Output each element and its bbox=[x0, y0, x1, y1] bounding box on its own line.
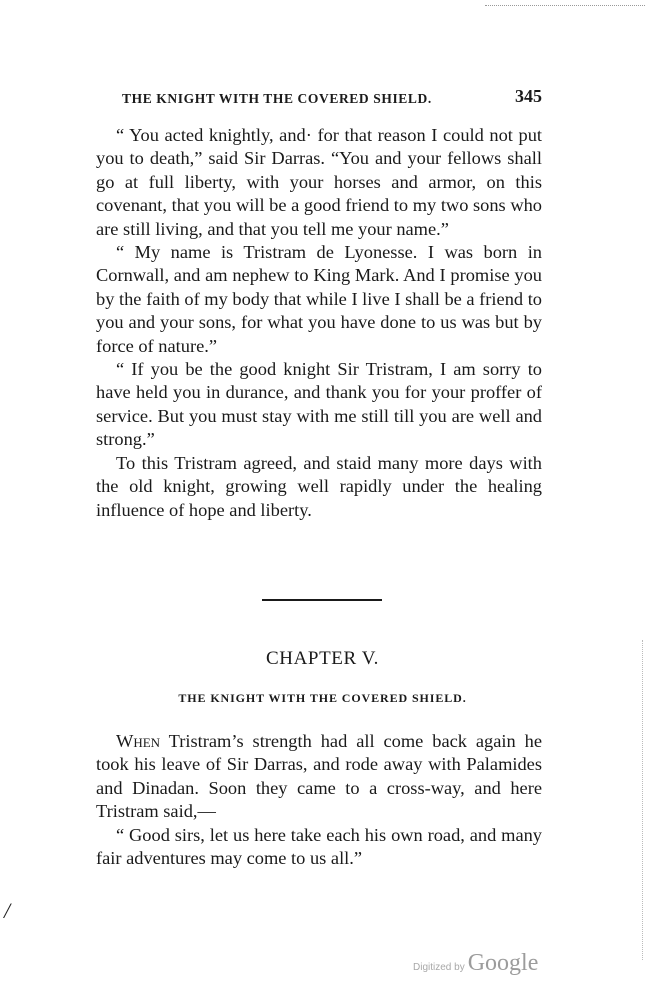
section-divider bbox=[262, 599, 382, 601]
digitization-watermark bbox=[413, 950, 538, 977]
running-head bbox=[122, 86, 542, 110]
paragraph: “ Good sirs, let us here take each his own road, and many fair adventures may come to us all.” bbox=[96, 824, 542, 869]
text-block-bottom bbox=[96, 730, 542, 870]
paragraph: To this Tristram agreed, and staid many more days with the old knight, growing well rapidly under the healing influence of hope and liberty. bbox=[96, 452, 542, 520]
opening-word: When bbox=[116, 731, 161, 751]
google-logo: Google bbox=[467, 950, 539, 976]
chapter-subtitle: THE KNIGHT WITH THE COVERED SHIELD. bbox=[178, 691, 467, 705]
paragraph: “ You acted knightly, and· for that reason I could not put you to death,” said Sir Darras. “You and your fellows shall go at full liberty, with your horses and armor, on this covenant, that you will be a good friend to my two sons who are still living, and that you tell me your name.” bbox=[96, 125, 542, 239]
paragraph: “ My name is Tristram de Lyonesse. I was born in Cornwall, and am nephew to King Mark. And I promise you by the faith of my body that while I live I shall be a friend to you and your sons, for what you have done to us was but by force of nature.” bbox=[96, 242, 542, 356]
scan-edge-specks bbox=[640, 640, 643, 960]
running-title: THE KNIGHT WITH THE COVERED SHIELD. bbox=[122, 91, 432, 106]
margin-mark: / bbox=[4, 898, 11, 923]
opening-text: Tristram’s strength had all come back again he took his leave of Sir Darras, and rode away with Palamides and Dinadan. Soon they came to a cross-way, and here Tristram said,— bbox=[96, 731, 542, 822]
chapter-title-text: CHAPTER V. bbox=[266, 648, 379, 669]
chapter-title bbox=[0, 648, 645, 670]
text-block-top bbox=[96, 124, 542, 522]
watermark-prefix: Digitized by bbox=[413, 962, 465, 973]
paragraph: “ If you be the good knight Sir Tristram, I am sorry to have held you in durance, and thank you for your proffer of service. But you must stay with me still till you are well and strong.” bbox=[96, 359, 542, 450]
chapter-opening-paragraph bbox=[96, 730, 542, 824]
scan-edge-mark bbox=[485, 0, 645, 6]
page-number: 345 bbox=[515, 86, 542, 106]
